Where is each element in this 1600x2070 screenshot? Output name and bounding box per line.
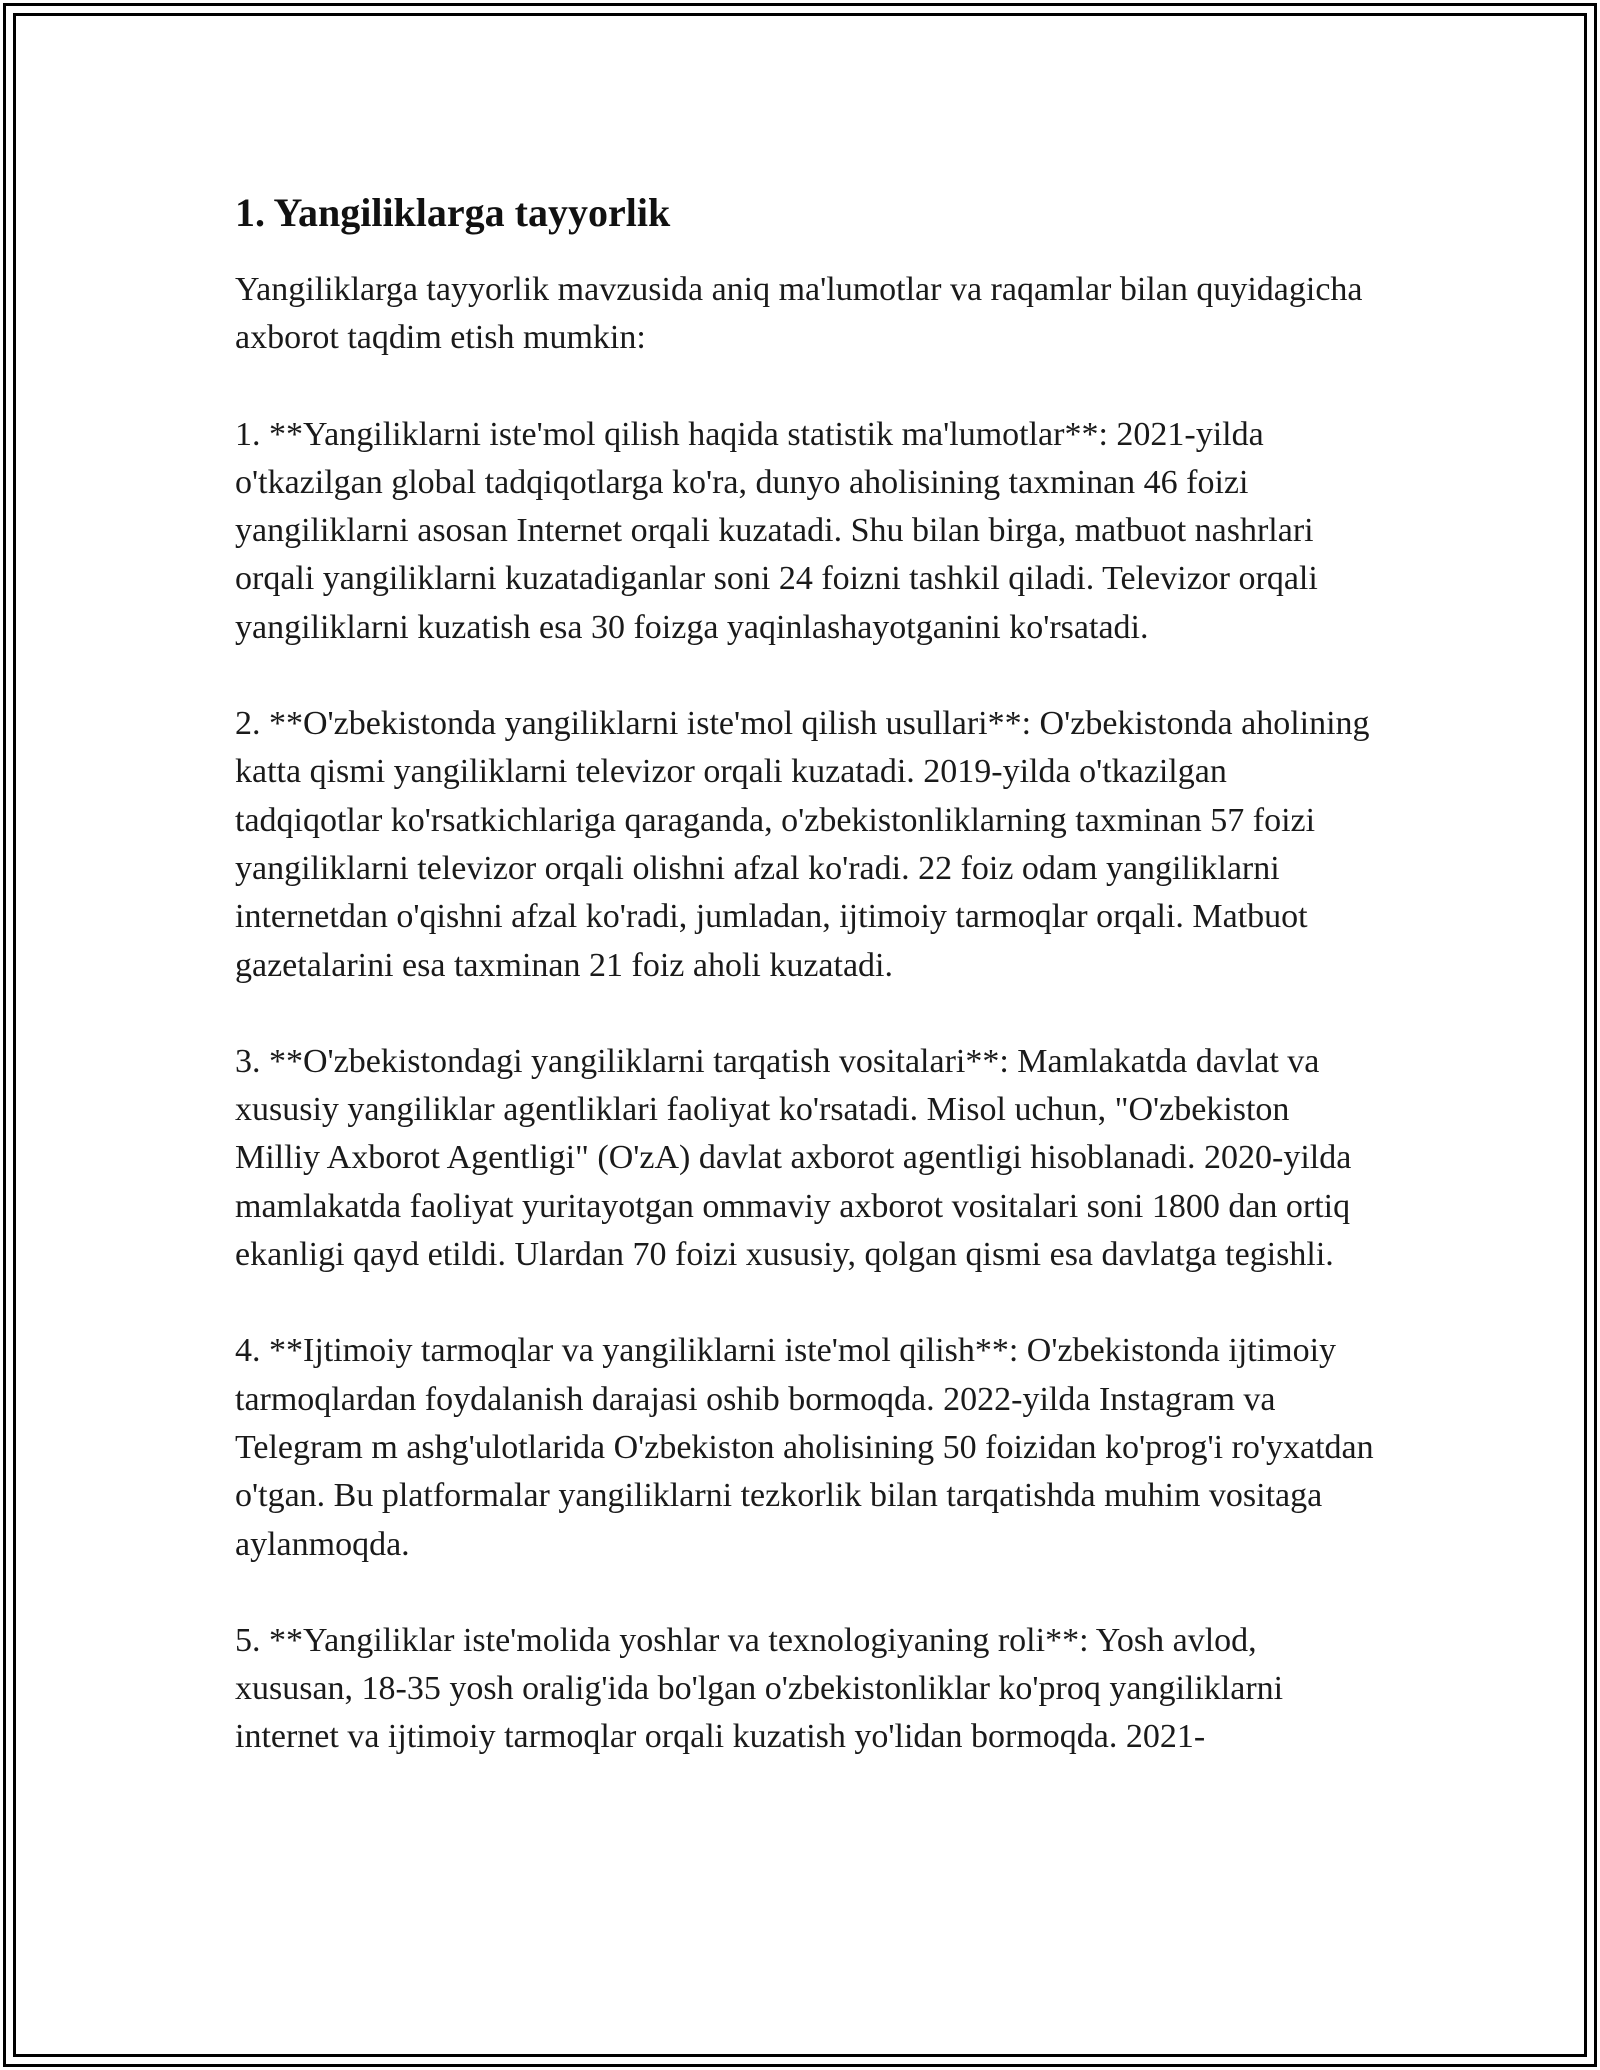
document-body	[235, 186, 1380, 1762]
paragraph-item-5: 5. **Yangiliklar iste'molida yoshlar va texnologiyaning roli**: Yosh avlod, xususan, 18-35 yosh oralig'ida bo'lgan o'zbekistonliklar ko'proq yangiliklarni internet va ijtimoiy tarmoqlar orqali kuzatish yo'lidan bormoqda. 2021-	[235, 1621, 1284, 1756]
paragraph-item-4: 4. **Ijtimoiy tarmoqlar va yangiliklarni iste'mol qilish**: O'zbekistonda ijtimoiy tarmoqlardan foydalanish darajasi oshib bormoqda. 2022-yilda Instagram va Telegram m ashg'ulotlarida O'zbekiston aholisining 50 foizidan ko'prog'i ro'yxatdan o'tgan. Bu platformalar yangiliklarni tezkorlik bilan tarqatishda muhim vositaga aylanmoqda.	[235, 1332, 1374, 1563]
intro-paragraph: Yangiliklarga tayyorlik mavzusida aniq ma'lumotlar va raqamlar bilan quyidagicha axborot taqdim etish mumkin:	[235, 271, 1363, 357]
paragraph-item-3: 3. **O'zbekistondagi yangiliklarni tarqatish vositalari**: Mamlakatda davlat va xususiy yangiliklar agentliklari faoliyat ko'rsatadi. Misol uchun, "O'zbekiston Milliy Axborot Agentligi" (O'zA) davlat axborot agentligi hisoblanadi. 2020-yilda mamlakatda faoliyat yuritayotgan ommaviy axborot vositalari soni 1800 dan ortiq ekanligi qayd etildi. Ulardan 70 foizi xususiy, qolgan qismi esa davlatga tegishli.	[235, 1042, 1352, 1274]
paragraph-item-2: 2. **O'zbekistonda yangiliklarni iste'mol qilish usullari**: O'zbekistonda aholining katta qismi yangiliklarni televizor orqali kuzatadi. 2019-yilda o'tkazilgan tadqiqotlar ko'rsatkichlariga qaraganda, o'zbekistonliklarning taxminan 57 foizi yangiliklarni televizor orqali olishni afzal ko'radi. 22 foiz odam yangiliklarni internetdan o'qishni afzal ko'radi, jumladan, ijtimoiy tarmoqlar orqali. Matbuot gazetalarini esa taxminan 21 foiz aholi kuzatadi.	[235, 705, 1370, 984]
section-heading: 1. Yangiliklarga tayyorlik	[235, 190, 671, 235]
paragraph-item-1: 1. **Yangiliklarni iste'mol qilish haqida statistik ma'lumotlar**: 2021-yilda o'tkazilgan global tadqiqotlarga ko'ra, dunyo aholisining taxminan 46 foizi yangiliklarni asosan Internet orqali kuzatadi. Shu bilan birga, matbuot nashrlari orqali yangiliklarni kuzatadiganlar soni 24 foizni tashkil qiladi. Televizor orqali yangiliklarni kuzatish esa 30 foizga yaqinlashayotganini ko'rsatadi.	[235, 415, 1318, 646]
